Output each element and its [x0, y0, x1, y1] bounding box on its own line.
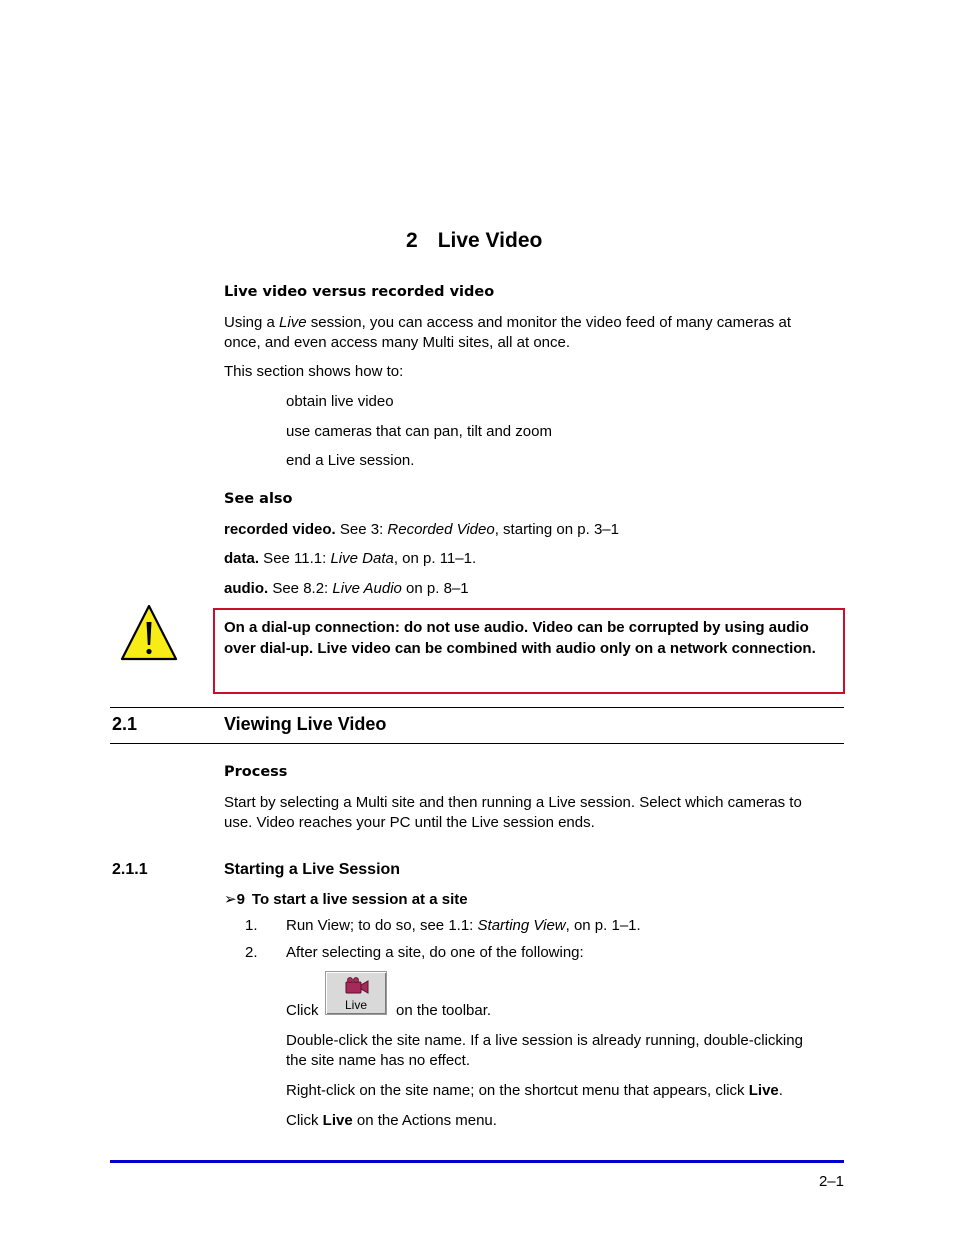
live-button-label: Live: [344, 998, 367, 1012]
see-also-term: audio.: [224, 580, 269, 597]
intro-text: Using a: [224, 314, 280, 331]
see-also-link-text: Recorded Video: [387, 521, 495, 538]
option-actions-menu: [286, 1111, 497, 1131]
intro-emphasis: Live: [279, 314, 307, 331]
procedure-title: [224, 890, 468, 910]
option-text: .: [778, 1082, 783, 1099]
step-number: 2.: [245, 944, 258, 961]
see-also-link-text: Live Data: [330, 550, 394, 567]
option-right-click: [286, 1081, 783, 1101]
see-also-item: [224, 579, 469, 599]
option-text: Right-click on the site name; on the shortcut menu that appears, click: [286, 1082, 749, 1099]
option-bold-text: Live: [322, 1112, 353, 1129]
process-text: Start by selecting a Multi site and then running a Live session. Select which cameras to: [224, 794, 802, 811]
footer-rule: [110, 1160, 844, 1163]
step-text: [286, 916, 641, 936]
step-text-part: Run View; to do so, see 1.1:: [286, 917, 478, 934]
subsection-number: 2.1.1: [112, 861, 148, 878]
see-also-text: on p. 8–1: [401, 580, 469, 597]
live-toolbar-button[interactable]: [325, 971, 387, 1015]
process-paragraph: [224, 793, 844, 833]
see-also-text: , starting on p. 3–1: [494, 521, 619, 538]
subsection-title: Starting a Live Session: [224, 861, 401, 878]
see-also-text: , on p. 11–1.: [393, 550, 477, 567]
section-title: Viewing Live Video: [224, 714, 387, 734]
option-bold-text: Live: [748, 1082, 779, 1099]
section-number: 2.1: [112, 714, 138, 734]
chapter-title-text: Live Video: [437, 229, 543, 252]
option-text: Click: [286, 1112, 323, 1129]
procedure-title-text: To start a live session at a site: [251, 891, 468, 908]
option-text: on the Actions menu.: [352, 1112, 497, 1129]
chapter-title: [406, 229, 542, 253]
option-text: Double-click the site name. If a live session is already running, double-clicking: [286, 1032, 803, 1049]
step-text-part: , on p. 1–1.: [565, 917, 641, 934]
shows-how-text: This section shows how to:: [224, 363, 404, 380]
section-rule-top: [110, 707, 844, 708]
see-also-item: [224, 549, 476, 569]
warning-text: On a dial-up connection: do not use audio. Video can be corrupted by using audio over dial-up. Live video can be combined with audio only on a network connection.: [224, 619, 816, 657]
video-camera-icon: [345, 977, 369, 995]
see-also-text: See 3:: [335, 521, 388, 538]
option-click-text: Click: [286, 1002, 319, 1019]
process-heading: Process: [224, 764, 288, 780]
list-item: use cameras that can pan, tilt and zoom: [286, 423, 552, 440]
step-text: After selecting a site, do one of the following:: [286, 944, 584, 961]
see-also-term: data.: [224, 550, 260, 567]
page-number: 2–1: [818, 1173, 844, 1190]
option-click-text: on the toolbar.: [396, 1002, 492, 1019]
list-item: obtain live video: [286, 393, 394, 410]
warning-triangle-icon: [119, 603, 179, 661]
see-also-item: [224, 520, 619, 540]
intro-text: once, and even access many Multi sites, all at once.: [224, 334, 571, 351]
option-text: the site name has no effect.: [286, 1052, 471, 1069]
see-also-heading: See also: [224, 491, 293, 507]
section-rule-bottom: [110, 743, 844, 744]
list-item: end a Live session.: [286, 452, 415, 469]
intro-text: session, you can access and monitor the video feed of many cameras at: [306, 314, 791, 331]
chapter-number: 2: [406, 229, 418, 252]
option-double-click: [286, 1031, 846, 1071]
process-text: use. Video reaches your PC until the Live session ends.: [224, 814, 595, 831]
see-also-text: See 11.1:: [259, 550, 331, 567]
step-link-text: Starting View: [477, 917, 566, 934]
step-number: 1.: [245, 917, 258, 934]
warning-box: [213, 608, 845, 694]
see-also-term: recorded video.: [224, 521, 336, 538]
procedure-marker: ➢9: [224, 891, 245, 908]
see-also-text: See 8.2:: [268, 580, 333, 597]
intro-subheading: Live video versus recorded video: [224, 284, 495, 300]
intro-paragraph: [224, 313, 844, 353]
see-also-link-text: Live Audio: [332, 580, 402, 597]
